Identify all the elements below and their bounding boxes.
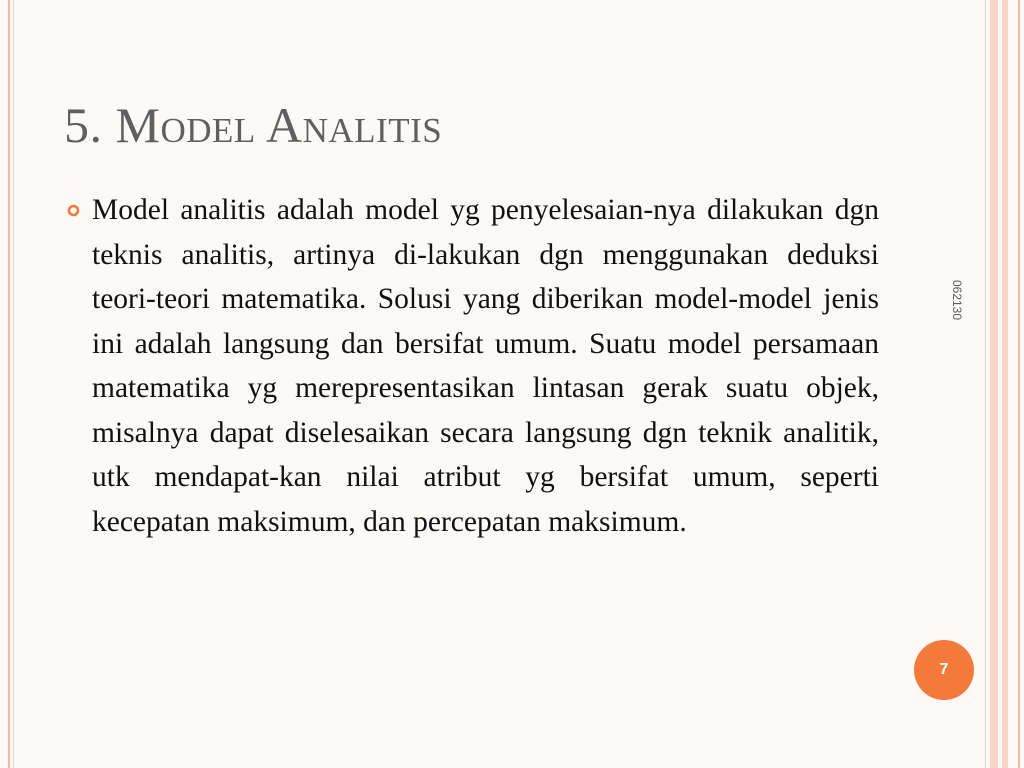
decorative-stripe [990, 0, 998, 768]
page-number: 7 [939, 661, 949, 678]
slide-title: 5. Model Analitis [64, 97, 443, 153]
page-number-badge [914, 640, 974, 700]
circle-bullet-icon [67, 204, 80, 217]
bullet-item [64, 188, 879, 544]
bullet-text: Model analitis adalah model yg penyelesaian-nya dilakukan dgn teknis analitis, artinya di-lakukan dgn menggunakan deduksi teori-teori matematika. Solusi yang diberikan model-model jenis ini adalah langsung dan bersifat umum. Suatu model persamaan matematika yg merepresentasikan lintasan gerak suatu objek, misalnya dapat diselesaikan secara langsung dgn teknik analitik, utk mendapat-kan nilai atribut yg bersifat umum, seperti kecepatan maksimum, dan percepatan maksimum. [92, 194, 879, 538]
decorative-stripe [1002, 0, 1008, 768]
slide-content [64, 188, 879, 544]
date-label: 062130 [950, 279, 964, 321]
